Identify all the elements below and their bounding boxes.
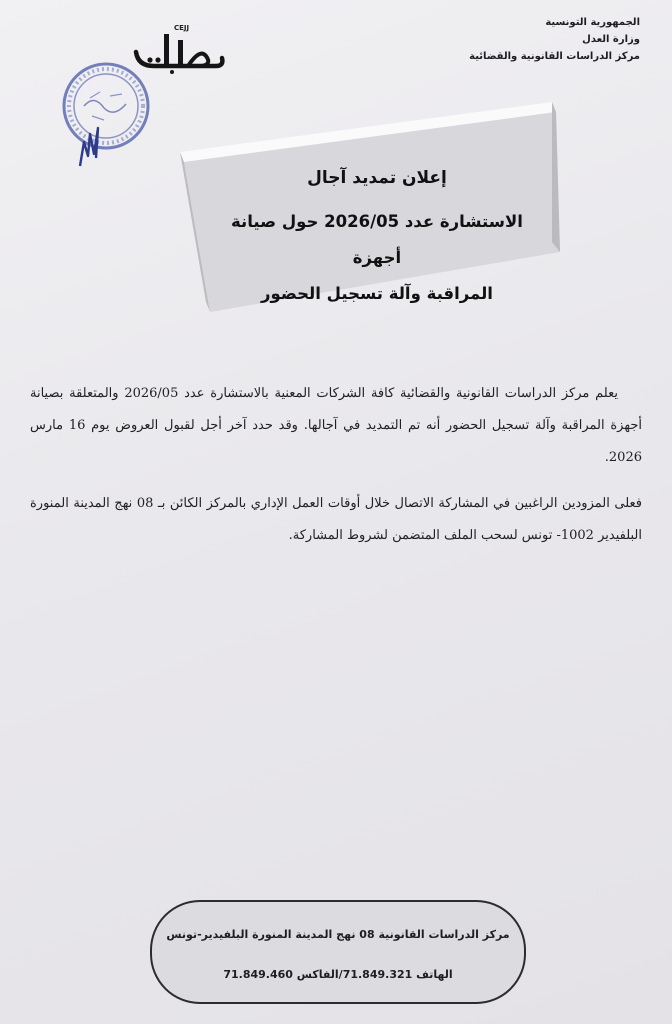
footer-contact: الهاتف 71.849.321/الفاكس 71.849.460	[223, 968, 453, 981]
footer-address: مركز الدراسات القانونية 08 نهج المدينة المنورة البلفيدير-تونس	[166, 928, 510, 941]
announcement-body	[30, 378, 642, 566]
header-center: مركز الدراسات القانونية والقضائية	[469, 51, 640, 62]
announcement-paragraph-2: فعلى المزودين الراغبين في المشاركة الاتصال خلال أوقات العمل الإداري بالمركز الكائن بـ 08 نهج المدينة المنورة البلفيدير 1002- تونس لسحب الملف المتضمن لشروط المشاركة.	[30, 496, 642, 543]
notice-title: إعلان تمديد آجال	[307, 168, 447, 188]
header-ministry: وزارة العدل	[582, 34, 640, 45]
document-header	[400, 14, 640, 65]
notice-subject-line-2: المراقبة وآلة تسجيل الحضور	[261, 284, 493, 303]
logo-wordmark: CEJJ	[174, 24, 190, 32]
header-republic: الجمهورية التونسية	[545, 17, 640, 28]
notice-subject-line-1: الاستشارة عدد 2026/05 حول صيانة أجهزة	[231, 212, 523, 267]
official-stamp-icon	[50, 58, 154, 172]
announcement-paragraph-1: يعلم مركز الدراسات القانونية والقضائية كافة الشركات المعنية بالاستشارة عدد 2026/05 والمتعلقة بصيانة أجهزة المراقبة وآلة تسجيل الحضور أنه تم التمديد في آجالها. وقد حدد آخر أجل لقبول العروض يوم 16 مارس 2026.	[30, 386, 642, 465]
notice-box-content	[214, 168, 540, 312]
footer-address-box	[150, 900, 526, 1004]
